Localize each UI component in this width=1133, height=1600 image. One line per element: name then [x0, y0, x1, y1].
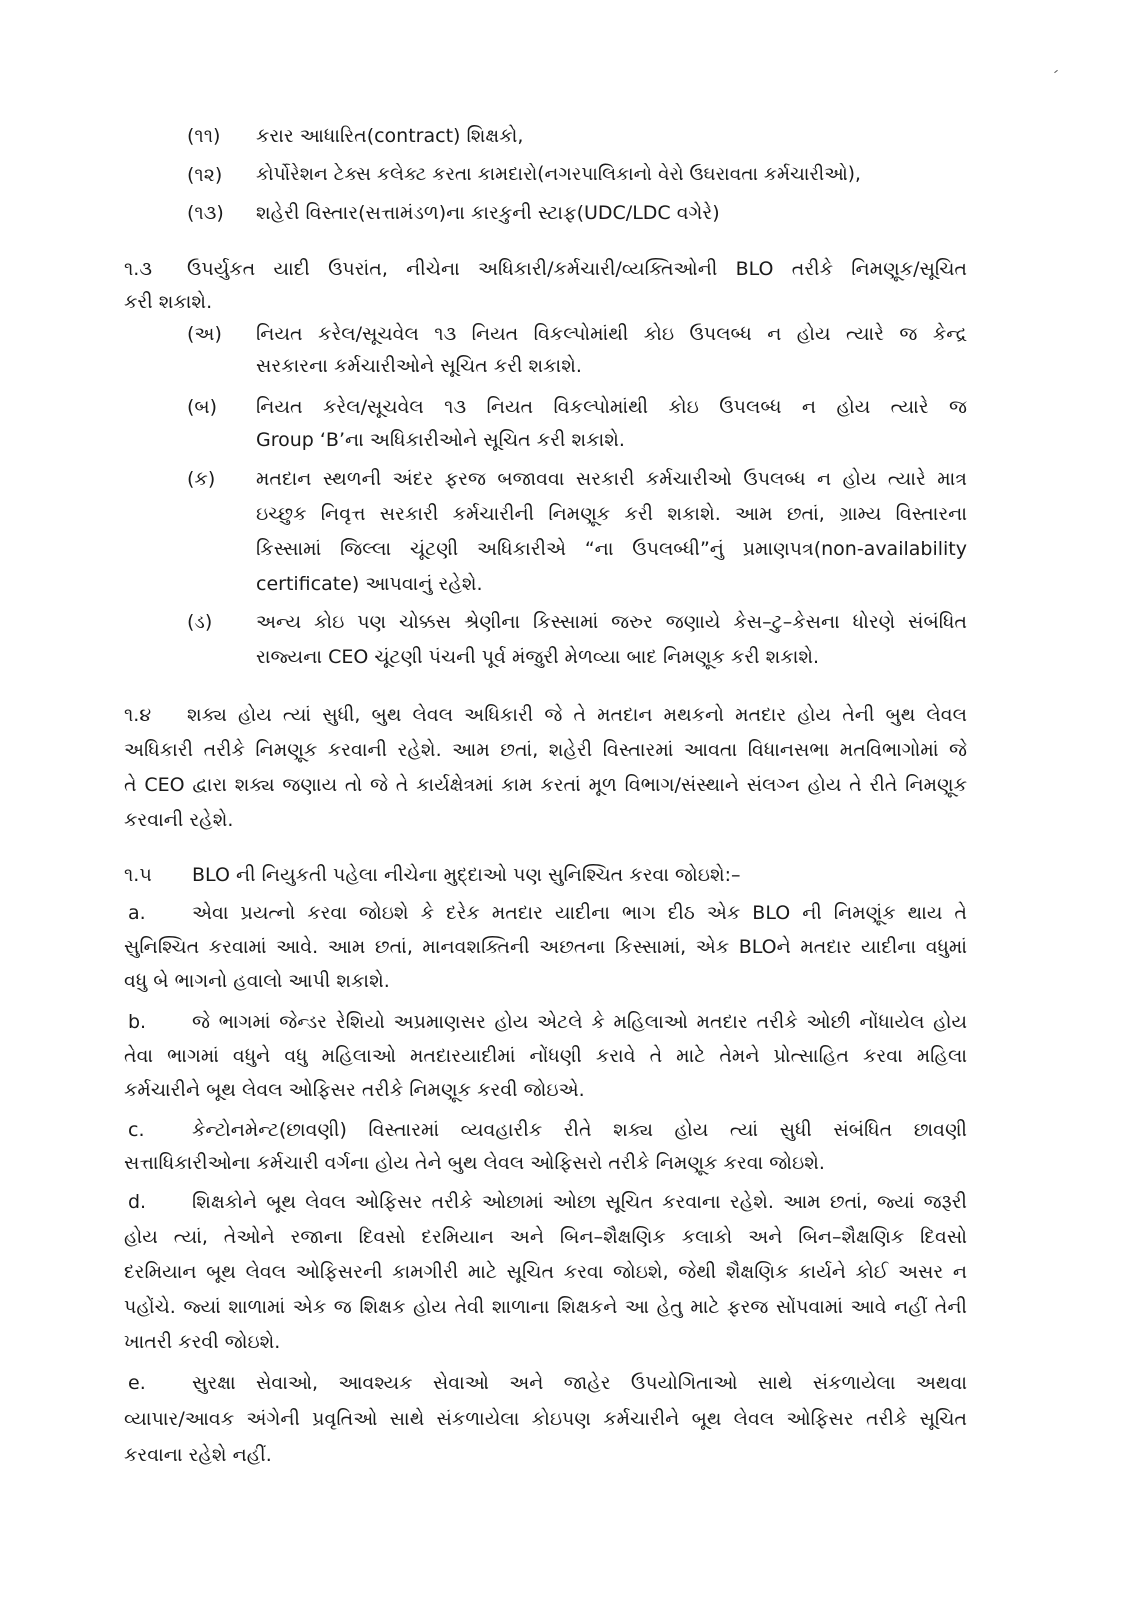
section-1-3-item-b-line-1: નિયત કરેલ/સૂચવેલ ૧૩ નિયત વિકલ્પોમાંથી કોઇ ઉપલબ્ધ ન હોય ત્યારે જ [256, 396, 967, 418]
section-1-5-heading: BLO ની નિયુકતી પહેલા નીચેના મુદ્દાઓ પણ સુનિશ્ચિત કરવા જોઇશે:– [192, 864, 741, 886]
section-1-3-item-a-label: (અ) [187, 323, 222, 345]
point-a-line-1: એવા પ્રયત્નો કરવા જોઇશે કે દરેક મતદાર યાદીના ભાગ દીઠ એક BLO ની નિમણૂંક થાય તે [192, 902, 967, 924]
point-d-line-4: પહોંચે. જ્યાં શાળામાં એક જ શિક્ષક હોય તેવી શાળાના શિક્ષકને આ હેતુ માટે ફરજ સોંપવામાં આવે નહીં તેની [124, 1296, 967, 1318]
section-1-3-line-1: ઉપર્યુકત યાદી ઉપરાંત, નીચેના અધિકારી/કર્મચારી/વ્યક્તિઓની BLO તરીકે નિમણૂક/સૂચિત [187, 258, 967, 280]
section-1-3-item-a-line-2: સરકારના કર્મચારીઓને સૂચિત કરી શકાશે. [256, 355, 582, 377]
section-1-3-item-a-line-1: નિયત કરેલ/સૂચવેલ ૧૩ નિયત વિકલ્પોમાંથી કોઇ ઉપલબ્ધ ન હોય ત્યારે જ કેન્દ્ર [256, 323, 967, 345]
point-e-letter: e. [128, 1372, 146, 1394]
point-d-line-3: દરમિયાન બૂથ લેવલ ઓફિસરની કામગીરી માટે સૂચિત કરવા જોઇશે, જેથી શૈક્ષણિક કાર્યને કોઈ અસર ન [124, 1261, 967, 1283]
list-item-12-number: (૧૨) [187, 164, 223, 186]
point-a-letter: a. [128, 902, 146, 924]
list-item-13-number: (૧૩) [187, 202, 224, 224]
section-1-3-item-b-label: (બ) [187, 396, 218, 418]
point-c-line-2: સત્તાધિકારીઓના કર્મચારી વર્ગના હોય તેને બુથ લેવલ ઓફિસરો તરીકે નિમણૂક કરવા જોઇશે. [124, 1152, 825, 1174]
point-d-line-1: શિક્ષકોને બૂથ લેવલ ઓફિસર તરીકે ઓછામાં ઓછા સૂચિત કરવાના રહેશે. આમ છતાં, જ્યાં જરૂરી [192, 1191, 967, 1213]
section-1-3-item-c-line-1: મતદાન સ્થળની અંદર ફરજ બજાવવા સરકારી કર્મચારીઓ ઉપલબ્ધ ન હોય ત્યારે માત્ર [256, 468, 967, 490]
point-e-line-2: વ્યાપાર/આવક અંગેની પ્રવૃતિઓ સાથે સંકળાયેલા કોઇપણ કર્મચારીને બૂથ લેવલ ઓફિસર તરીકે સૂચિત [124, 1408, 967, 1430]
list-item-13-text: શહેરી વિસ્તાર(સત્તામંડળ)ના કારકુની સ્ટાફ(UDC/LDC વગેરે) [256, 202, 720, 224]
section-1-4-line-2: અધિકારી તરીકે નિમણૂક કરવાની રહેશે. આમ છતાં, શહેરી વિસ્તારમાં આવતા વિધાનસભા મતવિભાગોમાં જે [124, 739, 967, 761]
section-1-4-line-4: કરવાની રહેશે. [124, 809, 234, 831]
section-1-3-item-d-label: (ડ) [187, 611, 213, 633]
point-d-line-5: ખાતરી કરવી જોઇશે. [124, 1331, 281, 1353]
point-a-line-2: સુનિશ્ચિત કરવામાં આવે. આમ છતાં, માનવશક્તિની અછતના કિસ્સામાં, એક BLOને મતદાર યાદીના વધુમાં [124, 936, 967, 958]
section-1-3-item-b-line-2: Group ‘B’ના અધિકારીઓને સૂચિત કરી શકાશે. [256, 429, 625, 451]
point-b-line-2: તેવા ભાગમાં વધુને વધુ મહિલાઓ મતદારયાદીમાં નોંધણી કરાવે તે માટે તેમને પ્રોત્સાહિત કરવા મહિલા [124, 1045, 967, 1067]
section-1-3-item-c-line-3: કિસ્સામાં જિલ્લા ચૂંટણી અધિકારીએ “ના ઉપલબ્ધી”નું પ્રમાણપત્ર(non-availability [256, 538, 967, 560]
scan-speck [1054, 70, 1058, 73]
point-d-line-2: હોય ત્યાં, તેઓને રજાના દિવસો દરમિયાન અને બિન–શૈક્ષણિક કલાકો અને બિન–શૈક્ષણિક દિવસો [124, 1226, 967, 1248]
section-1-3-item-d-line-2: રાજ્યના CEO ચૂંટણી પંચની પૂર્વ મંજુરી મેળવ્યા બાદ નિમણૂક કરી શકાશે. [256, 646, 820, 668]
section-1-5-number: ૧.૫ [124, 864, 152, 886]
point-a-line-3: વધુ બે ભાગનો હવાલો આપી શકાશે. [124, 970, 390, 992]
section-1-3-item-c-label: (ક) [187, 468, 216, 490]
section-1-3-item-c-line-2: ઇચ્છુક નિવૃત્ત સરકારી કર્મચારીની નિમણૂક કરી શકાશે. આમ છતાં, ગ્રામ્ય વિસ્તારના [256, 503, 967, 525]
section-1-3-item-c-line-4: certificate) આપવાનું રહેશે. [256, 573, 483, 595]
section-1-4-line-3: તે CEO દ્વારા શક્ય જણાય તો જે તે કાર્યક્ષેત્રમાં કામ કરતાં મૂળ વિભાગ/સંસ્થાને સંલગ્ન હોય તે રીતે નિમણૂક [124, 774, 967, 796]
point-e-line-3: કરવાના રહેશે નહીં. [124, 1444, 272, 1466]
point-c-letter: c. [128, 1119, 145, 1141]
point-d-letter: d. [128, 1191, 147, 1213]
section-1-3-line-2: કરી શકાશે. [124, 291, 213, 313]
section-1-3-item-d-line-1: અન્ય કોઇ પણ ચોક્કસ શ્રેણીના કિસ્સામાં જરુર જણાયે કેસ–ટુ–કેસના ધોરણે સંબંધિત [256, 611, 967, 633]
list-item-11-number: (૧૧) [187, 125, 221, 147]
point-b-line-1: જે ભાગમાં જેન્ડર રેશિયો અપ્રમાણસર હોય એટલે કે મહિલાઓ મતદાર તરીકે ઓછી નોંધાયેલ હોય [192, 1011, 967, 1033]
point-b-letter: b. [128, 1011, 147, 1033]
point-e-line-1: સુરક્ષા સેવાઓ, આવશ્યક સેવાઓ અને જાહેર ઉપયોગિતાઓ સાથે સંકળાયેલા અથવા [192, 1372, 967, 1394]
list-item-11-text: કરાર આધારિત(contract) શિક્ષકો, [256, 125, 524, 147]
point-c-line-1: કેન્ટોનમેન્ટ(છાવણી) વિસ્તારમાં વ્યવહારીક રીતે શક્ય હોય ત્યાં સુધી સંબંધિત છાવણી [192, 1119, 967, 1141]
list-item-12-text: કોર્પોરેશન ટેક્સ કલેક્ટ કરતા કામદારો(નગરપાલિકાનો વેરો ઉઘરાવતા કર્મચારીઓ), [256, 164, 861, 185]
section-1-4-line-1: શક્ય હોય ત્યાં સુધી, બુથ લેવલ અધિકારી જે તે મતદાન મથકનો મતદાર હોય તેની બુથ લેવલ [187, 704, 967, 726]
section-1-4-number: ૧.૪ [124, 704, 152, 726]
section-1-3-number: ૧.૩ [124, 258, 153, 280]
point-b-line-3: કર્મચારીને બૂથ લેવલ ઓફિસર તરીકે નિમણૂક કરવી જોઇએ. [124, 1079, 585, 1101]
